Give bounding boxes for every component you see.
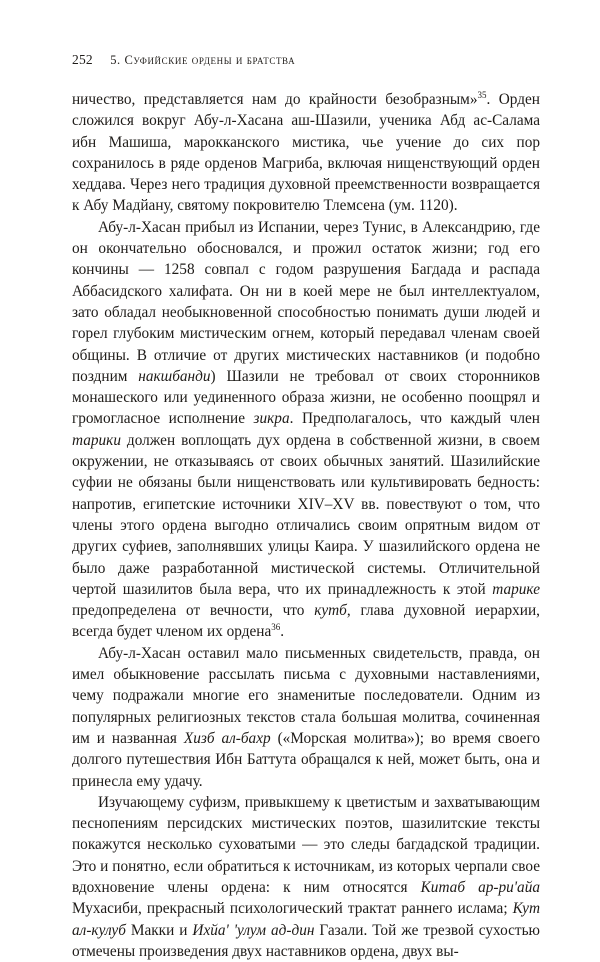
italic-term: кутб: [314, 602, 347, 620]
paragraph-2: [72, 217, 540, 643]
page-number: 252: [72, 52, 93, 67]
paragraph-1: [72, 89, 540, 217]
text-run: , глава духовной иерархии, всегда будет членом их ордена: [72, 602, 541, 641]
italic-term: Китаб ар-ри'айа: [420, 878, 540, 896]
italic-term: тарике: [492, 580, 540, 598]
text-run: ) Шазили не требовал от своих сторонников монашеского или уединенного образа жизни, не особенно поощрял и громогласное исполнение: [72, 367, 540, 428]
footnote-ref: 36: [271, 622, 281, 633]
text-run: Мухасиби, прекрасный психологический трактат раннего ислама;: [72, 900, 513, 918]
footnote-ref: 35: [477, 90, 487, 100]
text-run: Абу-л-Хасан оставил мало письменных свидетельств, правда, он имел обыкновение рассылать письма с духовными наставлениями, чему подражали многие его знаменитые последователи. Одним из популярных религиозных текстов стала большая молитва, сочиненная им и названная: [72, 644, 540, 747]
chapter-title: 5. Суфийские ордены и братства: [110, 53, 296, 67]
text-run: («Морская молитва»); во время своего долгого путешествия Ибн Баттута обращался к ней, может быть, она и принесла ему удачу.: [72, 729, 540, 790]
text-run: предопределена от вечности, что: [72, 602, 315, 620]
text-run: .: [280, 623, 285, 641]
text-run: . Предполагалось, что каждый член: [289, 410, 540, 428]
text-run: Газали. Той же трезвой сухостью отмечены произведения двух наставников ордена, двух вы-: [72, 921, 540, 960]
italic-term: тарики: [72, 431, 121, 449]
paragraph-4: [72, 792, 540, 962]
running-header: [72, 52, 542, 68]
italic-term: накшбанди: [138, 367, 211, 385]
text-run: . Орден сложился вокруг Абу-л-Хасана аш-Шазили, ученика Абд ас-Салама ибн Машиша, марокканского мистика, чье учение до сих пор сохранилось в ряде орденов Магриба, включая нищенствующий орден хеддава. Через него традиция духовной преемственности возвращается к Абу Мадйану, святому покровителю Тлемсена (ум. 1120).: [72, 91, 540, 215]
italic-term: зикра: [253, 410, 290, 428]
text-run: Изучающему суфизм, привыкшему к цветистым и захватывающим песнопениям персидских мистических поэтов, шазилитские тексты покажутся несколько суховатыми — это следы багдадской традиции. Это и понятно, если обратиться к источникам, из которых черпали свое вдохновение члены ордена: к ним относятся: [72, 793, 540, 896]
italic-term: Ихйа' 'улум ад-дин: [192, 921, 315, 939]
text-run: Макки и: [125, 921, 193, 939]
paragraph-3: [72, 643, 540, 792]
text-run: Абу-л-Хасан прибыл из Испании, через Тунис, в Александрию, где он окончательно обосновался, и прожил остаток жизни; год его кончины — 1258 совпал с годом разрушения Багдада и распада Аббасидского халифата. Он ни в коей мере не был интеллектуалом, зато обладал необыкновенной способностью понимать души людей и горел глубоким мистическим огнем, который передавал членам своей общины. В отличие от других мистических наставников (и подобно поздним: [72, 218, 540, 385]
text-run: ничество, представляется нам до крайности безобразным»: [72, 91, 478, 108]
text-run: должен воплощать дух ордена в собственной жизни, в своем окружении, не отказываясь от своих обычных занятий. Шазилийские суфии не обязаны были нищенствовать или культивировать бедность: напротив, египетские источники XIV–XV вв. повествуют о том, что члены этого ордена выгодно отличались своим опрятным видом от других суфиев, заполнявших улицы Каира. У шазилийского ордена не было даже разработанной мистической системы. Отличительной чертой шазилитов была вера, что их принадлежность к этой: [72, 431, 540, 598]
italic-term: Кут ал-кулуб: [72, 900, 540, 939]
body-text: [72, 89, 540, 962]
italic-term: Хизб ал-бахр: [183, 729, 271, 747]
